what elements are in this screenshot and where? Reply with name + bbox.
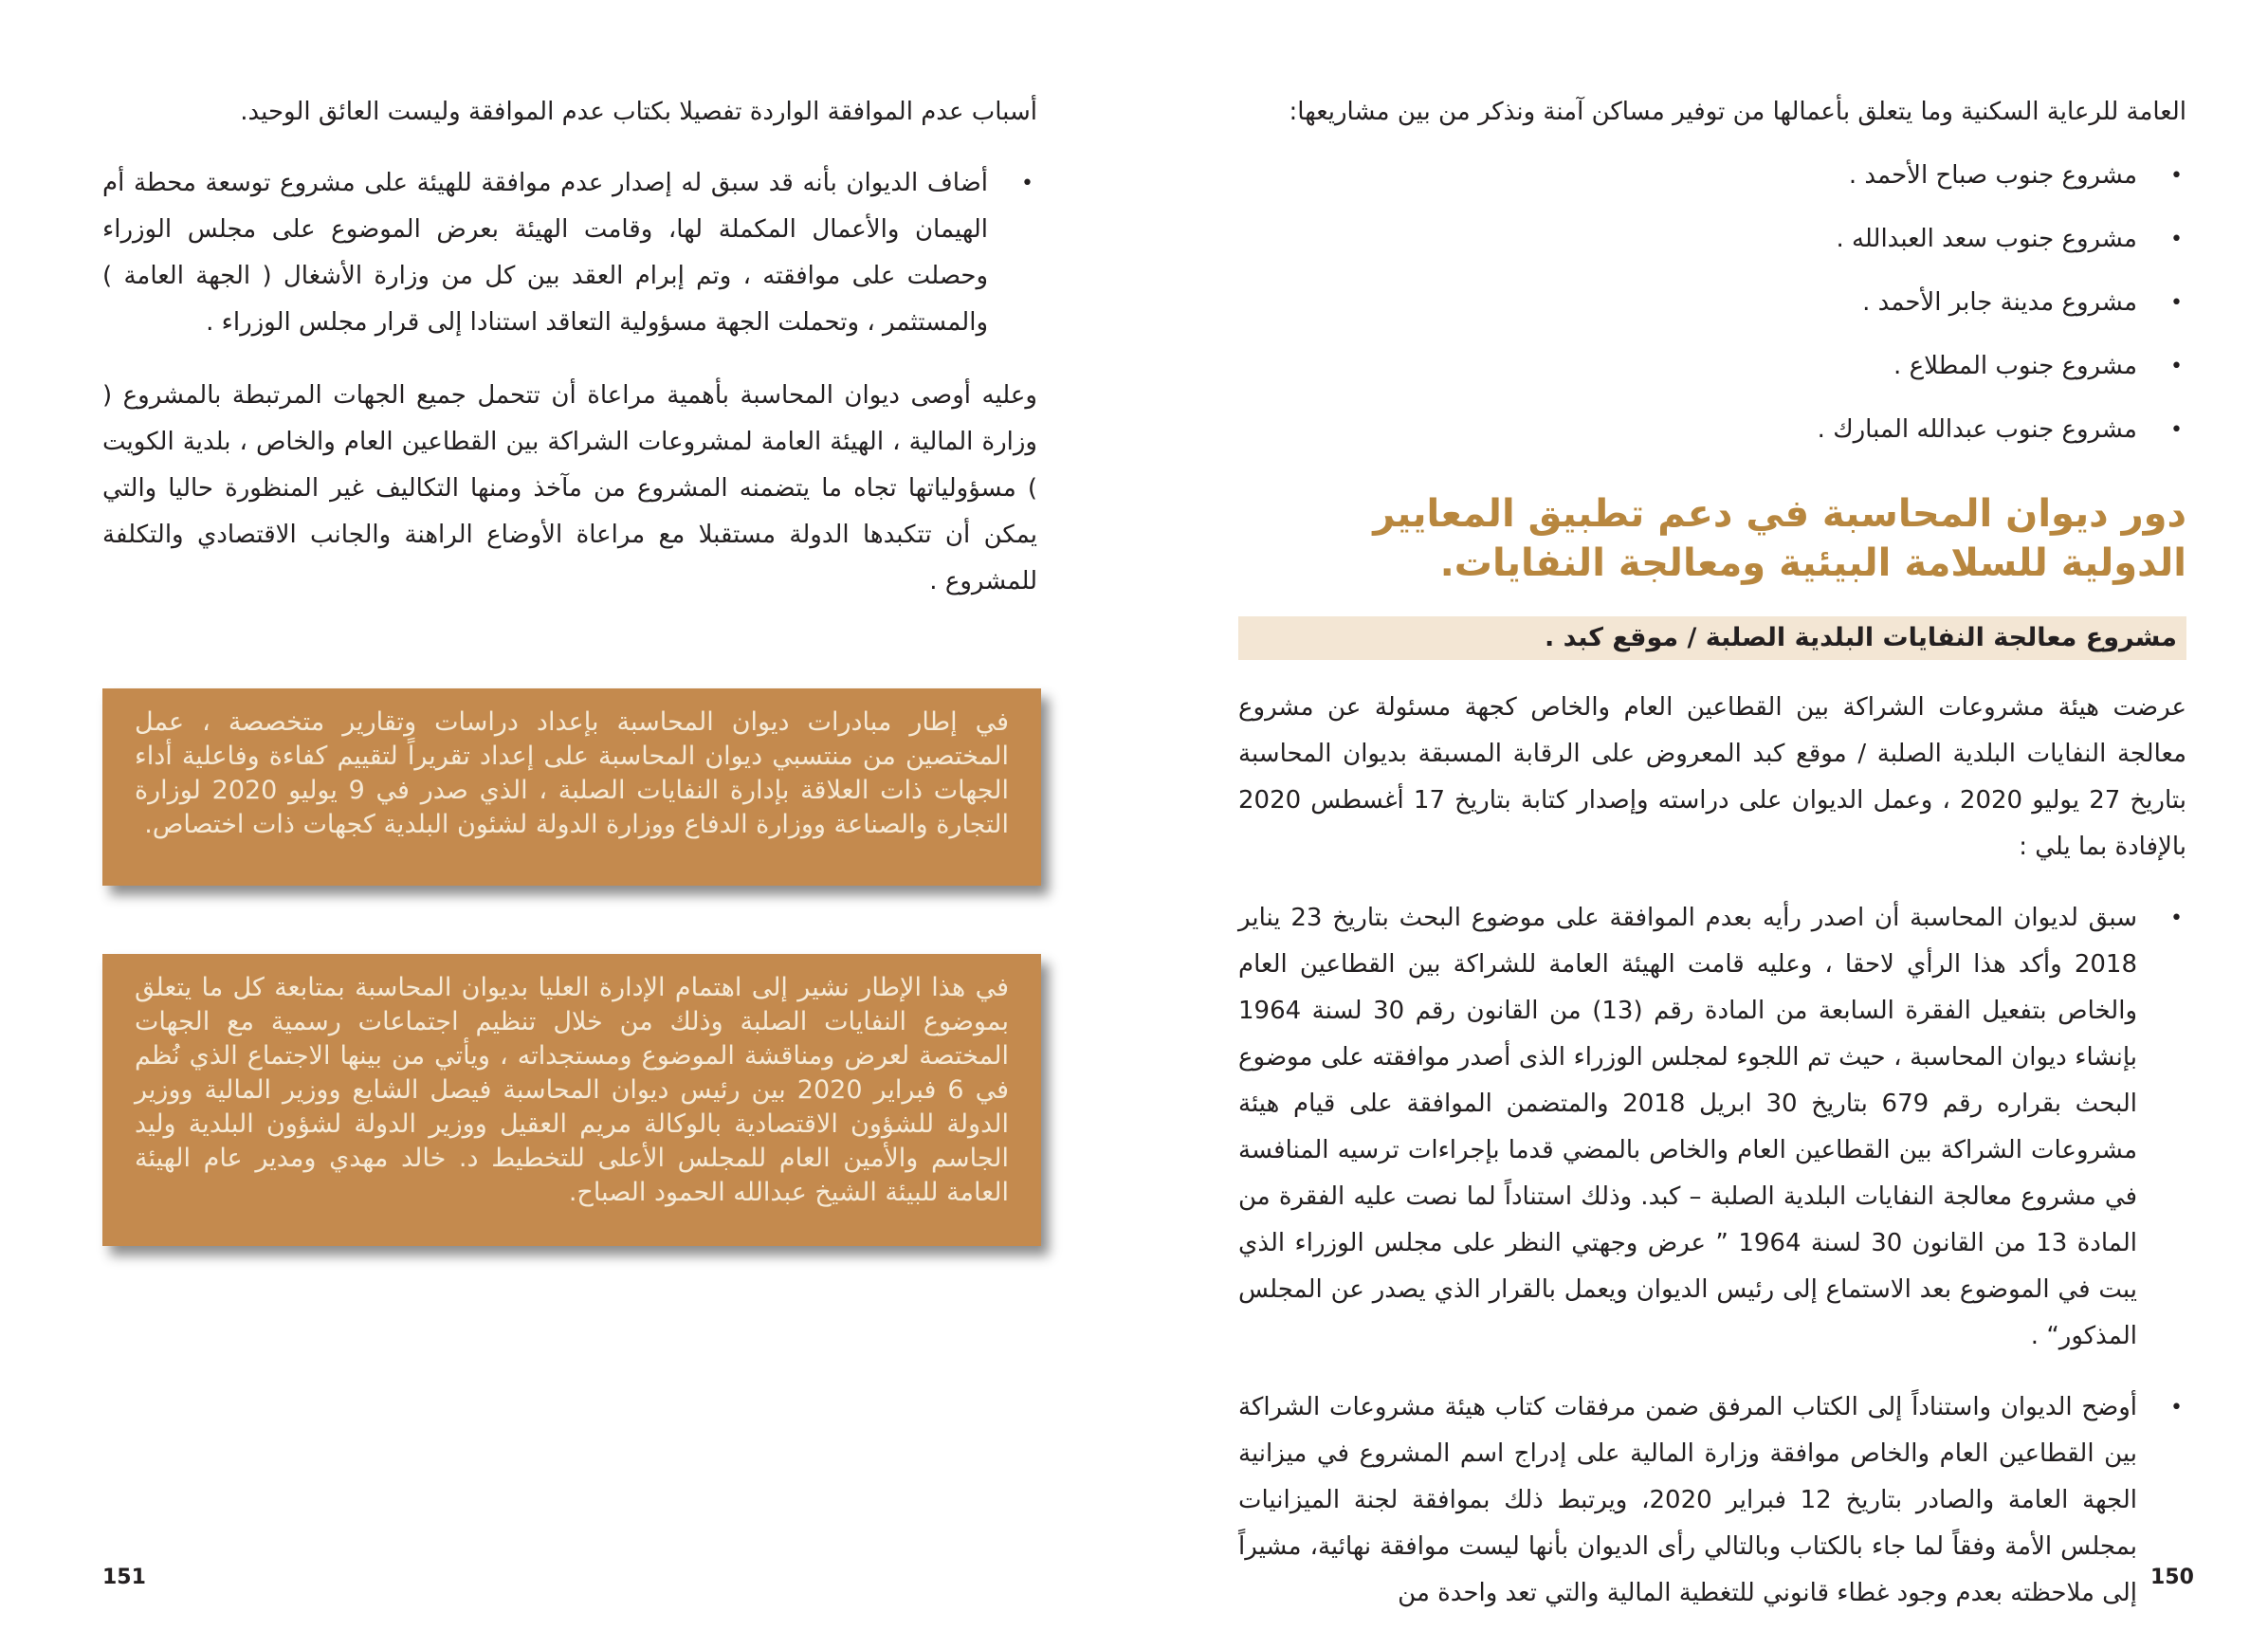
bullet-text-1: سبق لديوان المحاسبة أن اصدر رأيه بعدم الموافقة على موضوع البحث بتاريخ 23 يناير 2018 وأكد هذا الرأي لاحقا ، وعليه قامت الهيئة العامة للشراكة بين القطاعين العام والخاص بتفعيل الفقرة السابعة من المادة رقم (13) من القانون رقم 30 لسنة 1964 بإنشاء ديوان المحاسبة ، حيث تم اللجوء لمجلس الوزراء الذى أصدر موافقته على موضوع البحث بقراره رقم 679 بتاريخ 30 ابريل 2018 والمتضمن الموافقة على قيام هيئة مشروعات الشراكة بين القطاعين العام والخاص بالمضي قدما بإجراءات ترسيه المنافسة في مشروع معالجة النفايات البلدية الصلبة – كبد. وذلك استناداً لما نصت عليه الفقرة من المادة 13 من القانون 30 لسنة 1964 ” عرض وجهتي النظر على مجلس الوزراء الذي يبت في الموضوع بعد الاستماع إلى رئيس الديوان ويعمل بالقرار الذي يصدر عن المجلس المذكور“ . — [1238, 904, 2137, 1350]
right-intro-line: العامة للرعاية السكنية وما يتعلق بأعمالها من توفير مساكن آمنة ونذكر من بين مشاريعها: — [1289, 98, 2186, 126]
bullet-icon: • — [2170, 164, 2183, 188]
left-bullet-list — [102, 160, 1037, 346]
project-item: مشروع جنوب عبدالله المبارك . — [1817, 415, 2137, 444]
project-item: مشروع جنوب المطلاع . — [1893, 352, 2137, 380]
list-item — [1238, 895, 2186, 1360]
recommendation-paragraph: وعليه أوصى ديوان المحاسبة بأهمية مراعاة أن تتحمل جميع الجهات المرتبطة بالمشروع ( وزارة المالية ، الهيئة العامة لمشروعات الشراكة بين القطاعين العام والخاص ، بلدية الكويت ) مسؤولياتها تجاه ما يتضمنه المشروع من مآخذ ومنها التكاليف غير المنظورة حاليا والتي يمكن أن تتكبدها الدولة مستقبلا مع مراعاة الأوضاع الراهنة والجانب الاقتصادي والتكلفة للمشروع . — [102, 381, 1037, 595]
left-column — [102, 89, 1037, 605]
bullet-icon: • — [2170, 355, 2183, 378]
bullet-icon: • — [2170, 1396, 2183, 1420]
left-bullet-text: أضاف الديوان بأنه قد سبق له إصدار عدم موافقة للهيئة على مشروع توسعة محطة أم الهيمان والأعمال المكملة لها، وقامت الهيئة بعرض الموضوع على مجلس الوزراء وحصلت على موافقته ، وتم إبرام العقد بين كل من وزارة الأشغال ( الجهة العامة ) والمستثمر ، وتحملت الجهة مسؤولية التعاقد استنادا إلى قرار مجلس الوزراء . — [102, 169, 988, 337]
page-number: 150 — [2150, 1566, 2194, 1589]
body-paragraph: عرضت هيئة مشروعات الشراكة بين القطاعين العام والخاص كجهة مسئولة عن مشروع معالجة النفايات البلدية الصلبة / موقع كبد المعروض على الرقابة المسبقة بديوان المحاسبة بتاريخ 27 يوليو 2020 ، وعمل الديوان على دراسته وإصدار كتابة بتاريخ 17 أغسطس 2020 بالإفادة بما يلي : — [1238, 693, 2186, 861]
bullet-icon: • — [1021, 172, 1033, 195]
list-item — [1238, 343, 2186, 390]
callout-box-reports: في إطار مبادرات ديوان المحاسبة بإعداد دراسات وتقارير متخصصة ، عمل المختصين من منتسبي ديوان المحاسبة على إعداد تقريراً لتقييم كفاءة وفاعلية أداء الجهات ذات العلاقة بإدارة النفايات الصلبة ، الذي صدر في 9 يوليو 2020 لوزارة التجارة والصناعة ووزارة الدفاع ووزارة الدولة لشئون البلدية كجهات ذات اختصاص. — [102, 688, 1041, 886]
projects-list — [1238, 153, 2186, 453]
list-item — [1238, 280, 2186, 326]
project-item: مشروع جنوب سعد العبدالله . — [1836, 225, 2137, 253]
list-item — [102, 160, 1037, 346]
right-bullet-list — [1238, 895, 2186, 1617]
bullet-icon: • — [2170, 228, 2183, 251]
section-title: دور ديوان المحاسبة في دعم تطبيق المعايير الدولية للسلامة البيئية ومعالجة النفايات. — [1373, 492, 2186, 585]
list-item — [1238, 153, 2186, 199]
list-item — [1238, 216, 2186, 263]
callout-box-meetings: في هذا الإطار نشير إلى اهتمام الإدارة العليا بديوان المحاسبة بمتابعة كل ما يتعلق بموضوع النفايات الصلبة وذلك من خلال تنظيم اجتماعات رسمية مع الجهات المختصة لعرض ومناقشة الموضوع ومستجداته ، ويأتي من بينها الاجتماع الذي نُظم في 6 فبراير 2020 بين رئيس ديوان المحاسبة فيصل الشايع ووزير المالية ووزير الدولة للشؤون الاقتصادية بالوكالة مريم العقيل ووزير الدولة لشؤون البلدية وليد الجاسم والأمين العام للمجلس الأعلى للتخطيط د. خالد مهدي ومدير عام الهيئة العامة للبيئة الشيخ عبدالله الحمود الصباح. — [102, 954, 1041, 1246]
bullet-icon: • — [2170, 907, 2183, 930]
bullet-icon: • — [2170, 291, 2183, 315]
page-number: 151 — [102, 1566, 146, 1589]
subheading: مشروع معالجة النفايات البلدية الصلبة / موقع كبد . — [1238, 616, 2186, 660]
project-item: مشروع جنوب صباح الأحمد . — [1848, 161, 2137, 190]
right-page — [1134, 0, 2268, 1649]
right-column — [1238, 89, 2186, 1617]
list-item — [1238, 407, 2186, 453]
project-item: مشروع مدينة جابر الأحمد . — [1862, 288, 2137, 317]
left-intro-line: أسباب عدم الموافقة الواردة تفصيلا بكتاب عدم الموافقة وليست العائق الوحيد. — [240, 98, 1037, 126]
list-item — [1238, 1384, 2186, 1617]
bullet-text-2: أوضح الديوان واستناداً إلى الكتاب المرفق ضمن مرفقات كتاب هيئة مشروعات الشراكة بين القطاعين العام والخاص موافقة وزارة المالية على إدراج اسم المشروع في ميزانية الجهة العامة والصادر بتاريخ 12 فبراير 2020، ويرتبط ذلك بموافقة لجنة الميزانيات بمجلس الأمة وفقاً لما جاء بالكتاب وبالتالي رأى الديوان بأنها ليست موافقة نهائية، مشيراً إلى ملاحظته بعدم وجود غطاء قانوني للتغطية المالية والتي تعد واحدة من — [1238, 1393, 2137, 1607]
bullet-icon: • — [2170, 418, 2183, 442]
